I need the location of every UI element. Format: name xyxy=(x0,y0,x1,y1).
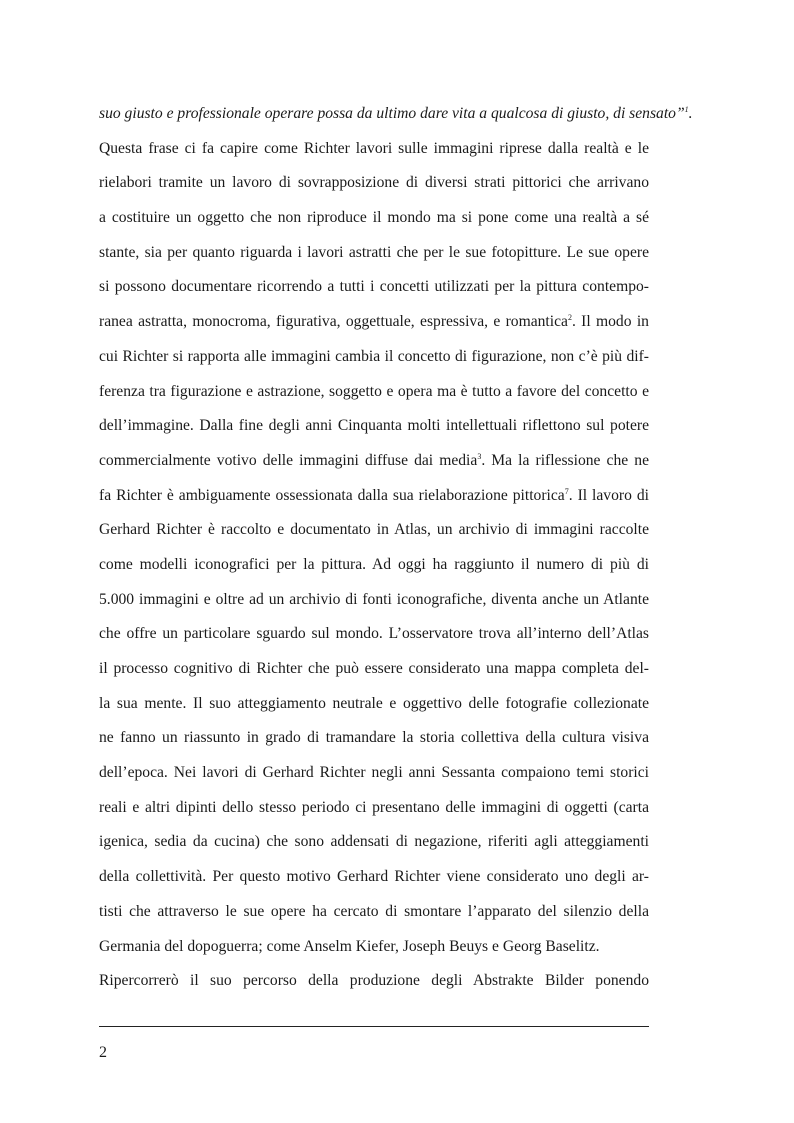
footnote-ref[interactable]: 3 xyxy=(477,451,482,461)
text-line: come modelli iconografici per la pittura. Ad oggi ha raggiunto il numero di più di xyxy=(99,555,649,573)
text-line: Questa frase ci fa capire come Richter lavori sulle immagini riprese dalla realtà e le xyxy=(99,139,649,157)
text-line: a costituire un oggetto che non riproduce il mondo ma si pone come una realtà a sé xyxy=(99,209,649,227)
text-line: la sua mente. Il suo atteggiamento neutrale e oggettivo delle fotografie collezionate xyxy=(99,694,649,712)
text-line: cui Richter si rapporta alle immagini cambia il concetto di figurazione, non c’è più dif- xyxy=(99,347,649,365)
footnote-ref[interactable]: 1 xyxy=(684,105,689,114)
text-line: 5.000 immagini e oltre ad un archivio di fonti iconografiche, diventa anche un Atlante xyxy=(99,590,649,608)
text-line: ranea astratta, monocroma, figurativa, oggettuale, espressiva, e romantica$^2$. Il modo in xyxy=(99,313,649,331)
text-line: suo giusto e professionale operare possa da ultimo dare vita a qualcosa di giusto, di sensato”$^1$. xyxy=(99,105,693,122)
text-line: della collettività. Per questo motivo Gerhard Richter viene considerato uno degli ar- xyxy=(99,868,649,886)
footnote-divider xyxy=(99,1026,649,1027)
text-line: stante, sia per quanto riguarda i lavori astratti che per le sue fotopitture. Le sue opere xyxy=(99,243,649,261)
text-line: igenica, sedia da cucina) che sono addensati di negazione, riferiti agli atteggiamenti xyxy=(99,833,649,851)
text-line: dell’epoca. Nei lavori di Gerhard Richter negli anni Sessanta compaiono temi storici xyxy=(99,764,649,782)
text-line: ferenza tra figurazione e astrazione, soggetto e opera ma è tutto a favore del concetto e xyxy=(99,382,649,400)
body-text xyxy=(99,97,693,999)
text-line: fa Richter è ambiguamente ossessionata dalla sua rielaborazione pittorica$^7$. Il lavoro di xyxy=(99,486,649,504)
text-line: che offre un particolare sguardo sul mondo. L’osservatore trova all’interno dell’Atlas xyxy=(99,625,649,643)
text-line: si possono documentare ricorrendo a tutti i concetti utilizzati per la pittura contempo- xyxy=(99,278,649,296)
text-line: Ripercorrerò il suo percorso della produzione degli Abstrakte Bilder ponendo xyxy=(99,972,649,990)
text-line: commercialmente votivo delle immagini diffuse dai media$^3$. Ma la riflessione che ne xyxy=(99,451,649,469)
text-line: dell’immagine. Dalla fine degli anni Cinquanta molti intellettuali riflettono sul potere xyxy=(99,417,649,435)
text-line: tisti che attraverso le sue opere ha cercato di smontare l’apparato del silenzio della xyxy=(99,902,649,920)
page-number: 2 xyxy=(99,1044,107,1061)
text-line: reali e altri dipinti dello stesso periodo ci presentano delle immagini di oggetti (carta xyxy=(99,798,649,816)
text-line: Gerhard Richter è raccolto e documentato in Atlas, un archivio di immagini raccolte xyxy=(99,521,649,539)
footnote-ref[interactable]: 2 xyxy=(567,313,572,323)
footnote-ref[interactable]: 7 xyxy=(564,486,569,496)
text-line: rielabori tramite un lavoro di sovrapposizione di diversi strati pittorici che arrivano xyxy=(99,174,649,192)
text-line: Germania del dopoguerra; come Anselm Kiefer, Joseph Beuys e Georg Baselitz. xyxy=(99,937,600,955)
text-line: ne fanno un riassunto in grado di tramandare la storia collettiva della cultura visiva xyxy=(99,729,649,747)
text-line: il processo cognitivo di Richter che può essere considerato una mappa completa del- xyxy=(99,660,649,677)
